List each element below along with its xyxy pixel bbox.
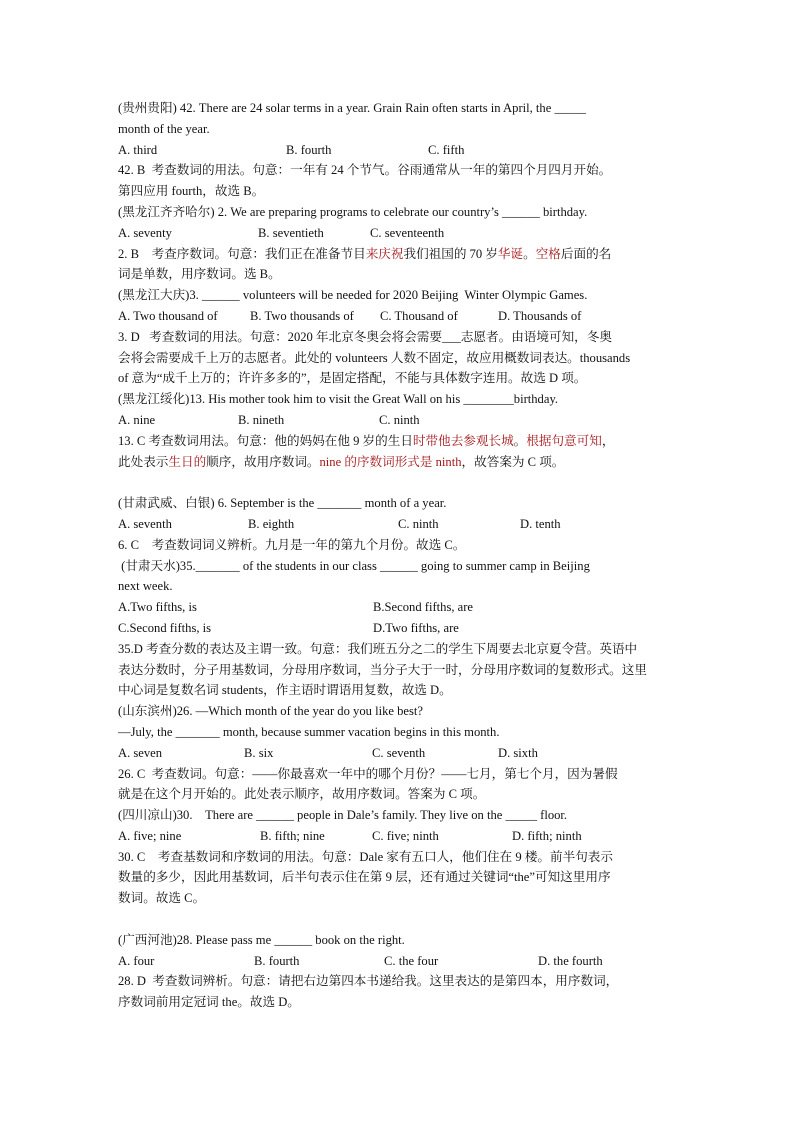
option: A. seven xyxy=(118,745,163,760)
option: B. Two thousands of xyxy=(250,308,354,323)
option: A. four xyxy=(118,953,155,968)
answer-line: 就是在这个月开始的。此处表示顺序，故用序数词。答案为 C 项。 xyxy=(118,787,486,802)
option: D. tenth xyxy=(520,516,561,531)
highlight-text: 华诞 xyxy=(497,246,524,261)
option: A. Two thousand of xyxy=(118,308,218,323)
option: A. nine xyxy=(118,412,156,427)
answer-line xyxy=(118,431,678,452)
question-line: (广西河池)28. Please pass me ______ book on the right. xyxy=(118,932,405,947)
options-row xyxy=(118,618,678,639)
answer-line: 数词。故选 C。 xyxy=(118,891,206,906)
option: A. seventh xyxy=(118,516,172,531)
question-line: —July, the _______ month, because summer vacation begins in this month. xyxy=(118,724,500,739)
question-line: (山东滨州)26. —Which month of the year do you like best? xyxy=(118,704,423,719)
answer-line: 42. B 考查数词的用法。句意：一年有 24 个节气。谷雨通常从一年的第四个月四月开始。 xyxy=(118,163,612,178)
option: D. the fourth xyxy=(538,953,603,968)
answer-text: ，故答案为 C 项。 xyxy=(461,454,565,469)
option: B. fourth xyxy=(254,953,300,968)
blank-line xyxy=(118,472,678,493)
option: A.Two fifths, is xyxy=(118,600,197,615)
highlight-text: 根据句意可知 xyxy=(526,433,602,448)
answer-text: 我们祖国的 70 岁 xyxy=(403,246,498,261)
option: A. third xyxy=(118,142,158,157)
answer-line: 3. D 考查数词的用法。句意：2020 年北京冬奥会将会需要___志愿者。由语境可知，冬奥 xyxy=(118,329,612,344)
answer-text: ， xyxy=(601,433,615,448)
question-line: (黑龙江绥化)13. His mother took him to visit the Great Wall on his ________birthday. xyxy=(118,392,559,407)
options-row xyxy=(118,597,678,618)
option: C. ninth xyxy=(398,516,439,531)
options-row xyxy=(118,826,678,847)
option: B.Second fifths, are xyxy=(373,600,474,615)
answer-line: 会将会需要成千上万的志愿者。此处的 volunteers 人数不固定，故应用概数词表达。thousands xyxy=(118,350,631,365)
answer-text: 13. C 考查数词用法。句意：他的妈妈在他 9 岁的生日 xyxy=(118,433,413,448)
option: C.Second fifths, is xyxy=(118,620,212,635)
option: A. five; nine xyxy=(118,828,182,843)
answer-line: 表达分数时，分子用基数词，分母用序数词，当分子大于一时，分母用序数词的复数形式。这里 xyxy=(118,662,647,677)
answer-line: 35.D 考查分数的表达及主谓一致。句意：我们班五分之二的学生下周要去北京夏令营。英语中 xyxy=(118,641,638,656)
answer-line: 中心词是复数名词 students，作主语时谓语用复数，故选 D。 xyxy=(118,683,452,698)
option: D. sixth xyxy=(498,745,538,760)
option: D. Thousands of xyxy=(498,308,582,323)
highlight-text: 空格 xyxy=(535,246,561,261)
option: B. nineth xyxy=(238,412,285,427)
options-row xyxy=(118,223,678,244)
answer-text: 顺序，故用序数词。 xyxy=(206,454,320,469)
answer-line: 第四应用 fourth，故选 B。 xyxy=(118,184,265,199)
option: B. six xyxy=(244,745,274,760)
question-line: (贵州贵阳) 42. There are 24 solar terms in a year. Grain Rain often starts in April, the _____ xyxy=(118,101,586,115)
question-line: (四川凉山)30. There are ______ people in Dale’s family. They live on the _____ floor. xyxy=(118,808,568,823)
answer-line: 30. C 考查基数词和序数词的用法。句意：Dale 家有五口人，他们住在 9 楼。前半句表示 xyxy=(118,849,613,864)
answer-text: 。 xyxy=(523,246,536,261)
highlight-text: 生日的 xyxy=(168,454,207,469)
answer-line: 6. C 考查数词词义辨析。九月是一年的第九个月份。故选 C。 xyxy=(118,537,466,552)
question-line: next week. xyxy=(118,579,173,594)
options-row xyxy=(118,514,678,535)
option: D. fifth; ninth xyxy=(512,828,582,843)
question-line: (黑龙江齐齐哈尔) 2. We are preparing programs to celebrate our country’s ______ birthday. xyxy=(118,204,588,219)
document-page xyxy=(118,98,678,1013)
highlight-text: 时带他去参观长城 xyxy=(412,433,514,448)
answer-line xyxy=(118,244,678,265)
blank-line xyxy=(118,909,678,930)
option: C. ninth xyxy=(379,412,420,427)
option: C. the four xyxy=(384,953,439,968)
highlight-text: nine 的序数词形式是 ninth xyxy=(319,454,462,469)
answer-line: 序数词前用定冠词 the。故选 D。 xyxy=(118,995,300,1010)
option: B. eighth xyxy=(248,516,295,531)
question-line: month of the year. xyxy=(118,121,210,136)
option: C. Thousand of xyxy=(380,308,458,323)
option: B. fifth; nine xyxy=(260,828,325,843)
highlight-text: 来庆祝 xyxy=(365,246,404,261)
options-row xyxy=(118,951,678,972)
option: C. fifth xyxy=(428,142,465,157)
options-row xyxy=(118,410,678,431)
answer-text: 2. B 考查序数词。句意：我们正在准备节目 xyxy=(118,246,366,261)
option: B. seventieth xyxy=(258,225,324,240)
options-row xyxy=(118,140,678,161)
answer-line: 词是单数，用序数词。选 B。 xyxy=(118,267,281,282)
option: D.Two fifths, are xyxy=(373,620,459,635)
answer-line: 28. D 考查数词辨析。句意：请把右边第四本书递给我。这里表达的是第四本，用序数词， xyxy=(118,974,619,989)
option: C. seventeenth xyxy=(370,225,445,240)
answer-text: 此处表示 xyxy=(118,454,169,469)
option: B. fourth xyxy=(286,142,332,157)
question-line: (甘肃天水)35._______ of the students in our class ______ going to summer camp in Beijing xyxy=(118,558,590,573)
options-row xyxy=(118,743,678,764)
answer-line xyxy=(118,452,678,473)
answer-line: 数量的多少，因此用基数词，后半句表示住在第 9 层，还有通过关键词“the”可知这里用序 xyxy=(118,870,611,885)
option: A. seventy xyxy=(118,225,172,240)
answer-text: 后面的名 xyxy=(560,246,612,261)
question-line: (甘肃武威、白银) 6. September is the _______ month of a year. xyxy=(118,496,447,511)
question-line: (黑龙江大庆)3. ______ volunteers will be needed for 2020 Beijing Winter Olympic Games. xyxy=(118,288,588,303)
options-row xyxy=(118,306,678,327)
option: C. seventh xyxy=(372,745,426,760)
answer-text: 。 xyxy=(513,433,527,448)
answer-line: 26. C 考查数词。句意：——你最喜欢一年中的哪个月份？——七月，第七个月，因为暑假 xyxy=(118,766,618,781)
option: C. five; ninth xyxy=(372,828,439,843)
answer-line: of 意为“成千上万的；许许多多的”，是固定搭配，不能与具体数字连用。故选 D 项。 xyxy=(118,371,587,386)
